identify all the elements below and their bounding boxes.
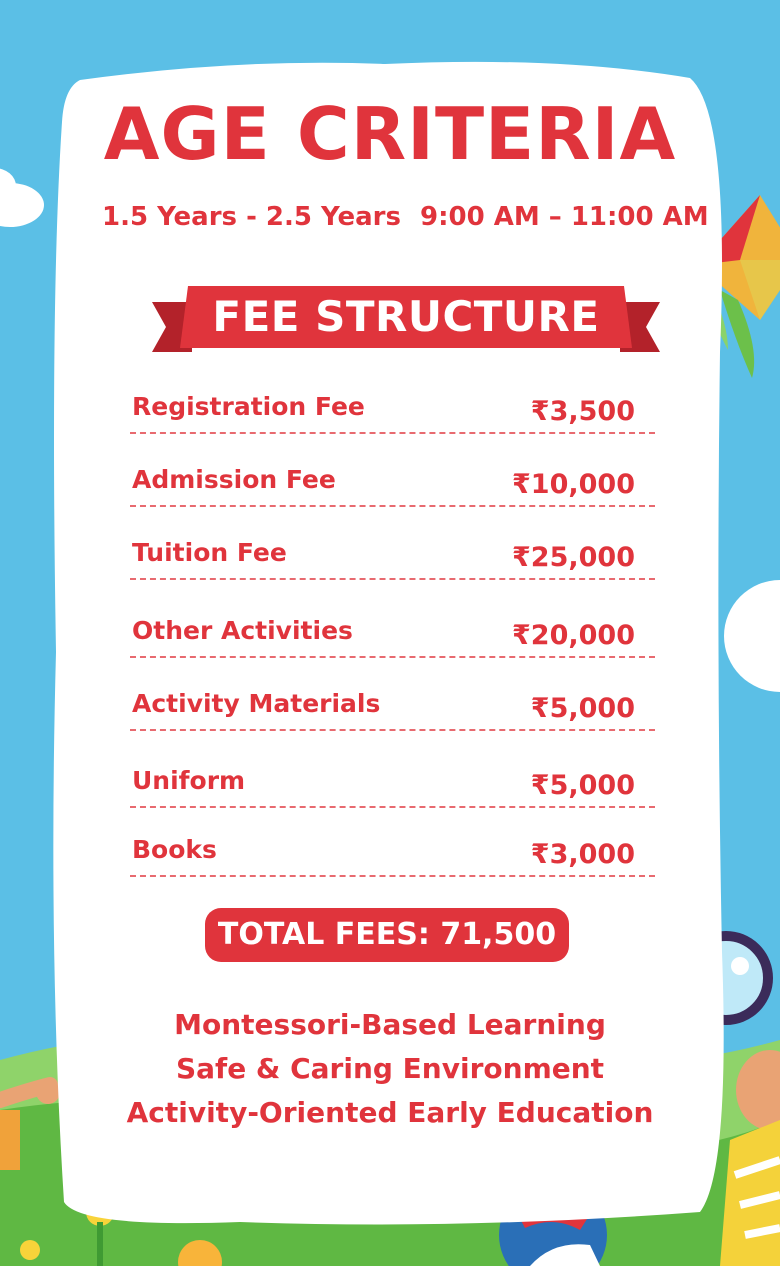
age-range: 1.5 Years - 2.5 Years: [102, 202, 401, 232]
timing: 9:00 AM – 11:00 AM: [420, 202, 709, 232]
fee-amount: ₹5,000: [530, 693, 635, 724]
fee-row-registration: [130, 392, 655, 434]
fee-name: Uniform: [132, 766, 246, 795]
fee-row-other-activities: [130, 616, 655, 658]
cloud-icon-right: [724, 580, 780, 692]
page-title: AGE CRITERIA: [103, 92, 677, 176]
fee-structure-banner: [152, 282, 660, 352]
fee-amount: ₹10,000: [512, 469, 635, 500]
feature-line: Activity-Oriented Early Education: [126, 1096, 654, 1129]
fee-name: Tuition Fee: [132, 538, 287, 567]
feature-line: Montessori-Based Learning: [174, 1008, 606, 1041]
fee-amount: ₹25,000: [512, 542, 635, 573]
fee-row-activity-materials: [130, 689, 655, 731]
fee-row-tuition: [130, 538, 655, 580]
fee-amount: ₹3,000: [530, 839, 635, 870]
fee-row-uniform: [130, 766, 655, 808]
total-fees-badge: TOTAL FEES: 71,500: [205, 908, 569, 962]
banner-label: FEE STRUCTURE: [212, 292, 600, 341]
cloud-icon: [0, 168, 44, 227]
fee-name: Registration Fee: [132, 392, 365, 421]
fee-amount: ₹20,000: [512, 620, 635, 651]
fee-amount: ₹5,000: [530, 770, 635, 801]
fee-amount: ₹3,500: [530, 396, 635, 427]
fee-name: Activity Materials: [132, 689, 381, 718]
fee-name: Admission Fee: [132, 465, 336, 494]
fee-name: Books: [132, 835, 217, 864]
feature-line: Safe & Caring Environment: [175, 1052, 605, 1085]
fee-name: Other Activities: [132, 616, 353, 645]
fee-row-admission: [130, 465, 655, 507]
fee-row-books: [130, 835, 655, 877]
